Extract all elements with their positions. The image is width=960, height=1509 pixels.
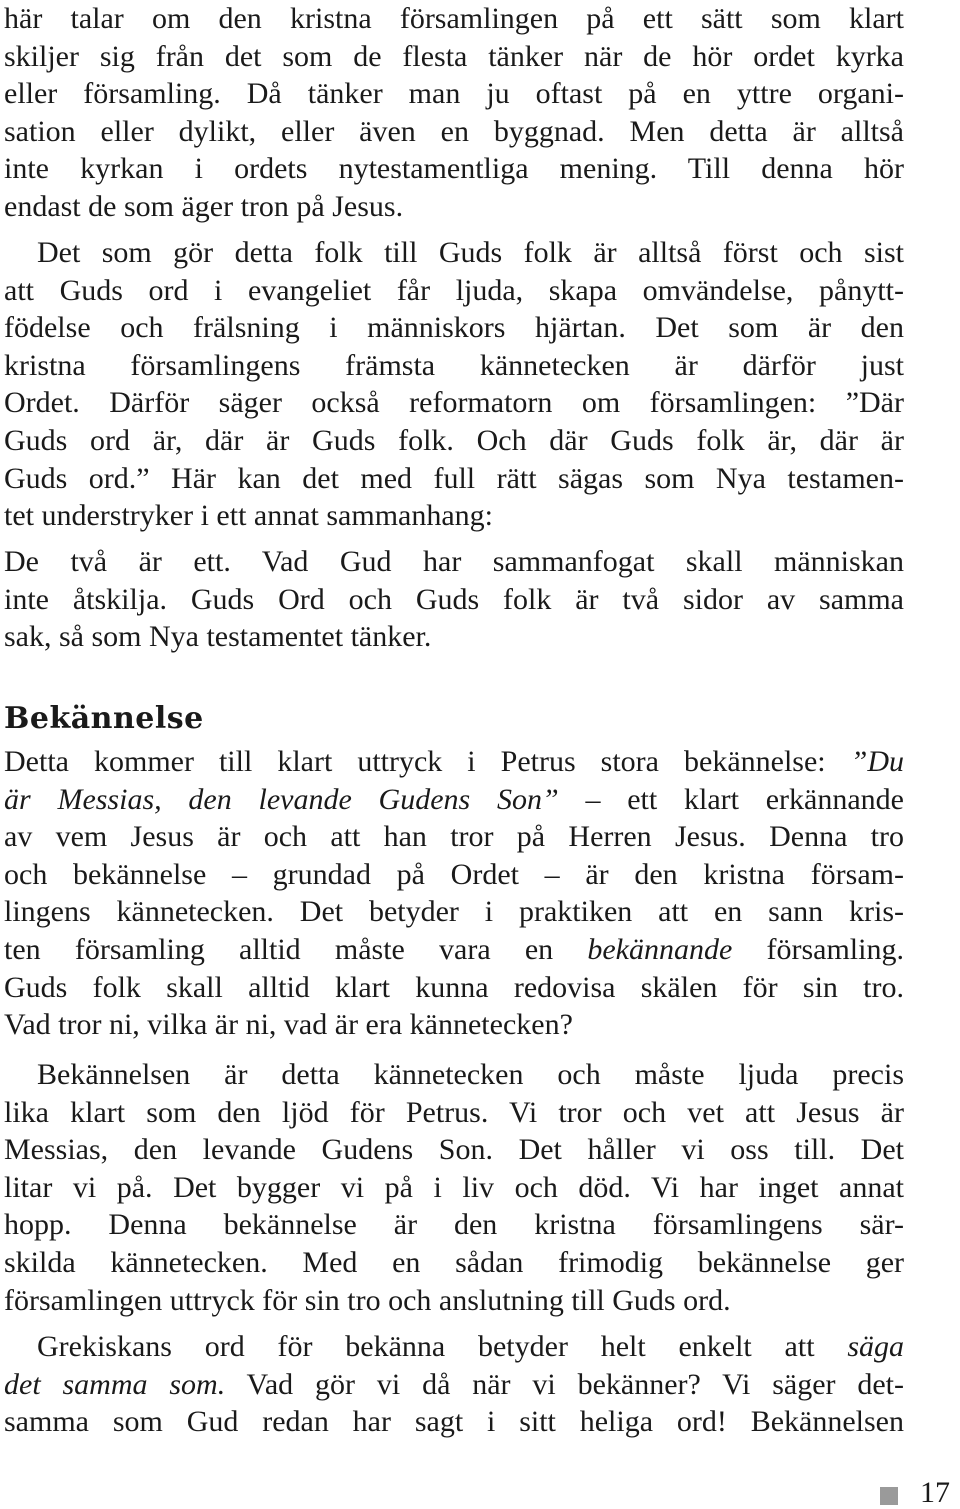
text-line: Bekännelsen är detta kännetecken och måste ljuda precis bbox=[37, 1058, 904, 1091]
page-number: 17 bbox=[920, 1476, 950, 1509]
text-line: eller församling. Då tänker man ju oftast på en yttre organi- bbox=[4, 77, 904, 111]
text-line: och bekännelse – grundad på Ordet – är den kristna försam- bbox=[4, 857, 904, 891]
text-span: församling. bbox=[732, 933, 904, 966]
text-line: Guds ord är, där är Guds folk. Och där Guds folk är, där är bbox=[4, 424, 904, 457]
text-line: inte åtskilja. Guds Ord och Guds folk är två sidor av samma bbox=[4, 582, 904, 616]
text-line: samma som Gud redan har sagt i sitt heliga ord! Bekännelsen bbox=[4, 1405, 904, 1439]
text-line bbox=[4, 743, 904, 781]
text-line: Det som gör detta folk till Guds folk är alltså först och sist bbox=[37, 236, 904, 269]
italic-span: det samma som. bbox=[4, 1367, 226, 1401]
text-span: Vad gör vi då när vi bekänner? Vi säger det- bbox=[225, 1367, 904, 1401]
text-line: tet understryker i ett annat sammanhang: bbox=[4, 499, 494, 533]
italic-span: ”Du bbox=[850, 745, 904, 778]
text-line: lika klart som den ljöd för Petrus. Vi tror och vet att Jesus är bbox=[4, 1095, 904, 1129]
text-line: endast de som äger tron på Jesus. bbox=[4, 190, 404, 223]
text-line: skiljer sig från det som de flesta tänker när de hör ordet kyrka bbox=[4, 39, 904, 73]
text-line: lingens kännetecken. Det betyder i praktiken att en sann kris- bbox=[4, 895, 904, 929]
text-line: hopp. Denna bekännelse är den kristna församlingens sär- bbox=[4, 1208, 904, 1242]
text-line bbox=[4, 781, 904, 819]
text-line: Guds folk skall alltid klart kunna redovisa skälen för sin tro. bbox=[4, 970, 904, 1004]
text-line bbox=[4, 1366, 904, 1404]
text-line: Messias, den levande Gudens Son. Det håller vi oss till. Det bbox=[4, 1133, 904, 1167]
text-line: Vad tror ni, vilka är ni, vad är era kännetecken? bbox=[4, 1008, 573, 1042]
italic-span: säga bbox=[847, 1330, 904, 1363]
text-line: att Guds ord i evangeliet får ljuda, skapa omvändelse, pånytt- bbox=[4, 273, 904, 307]
text-span: – ett klart erkännande bbox=[558, 782, 904, 816]
text-line: här talar om den kristna församlingen på ett sätt som klart bbox=[4, 2, 904, 35]
text-line: skilda kännetecken. Med en sådan frimodig bekännelse ger bbox=[4, 1246, 904, 1279]
italic-span: är Messias, den levande Gudens Son” bbox=[4, 782, 559, 816]
text-line: Ordet. Därför säger också reformatorn om församlingen: ”Där bbox=[4, 386, 904, 420]
text-span: Detta kommer till klart uttryck i Petrus stora bekännelse: bbox=[4, 745, 851, 778]
section-heading: Bekännelse bbox=[4, 701, 204, 736]
italic-span: bekännande bbox=[587, 933, 733, 966]
text-line: kristna församlingens främsta kännetecken är därför just bbox=[4, 348, 904, 382]
text-line: litar vi på. Det bygger vi på i liv och död. Vi har inget annat bbox=[4, 1170, 904, 1204]
text-line: födelse och frälsning i människors hjärtan. Det som är den bbox=[4, 311, 904, 345]
text-span: ten församling alltid måste vara en bbox=[4, 933, 588, 966]
text-line: sak, så som Nya testamentet tänker. bbox=[4, 620, 432, 654]
text-line: inte kyrkan i ordets nytestamentliga mening. Till denna hör bbox=[4, 152, 904, 186]
text-line: församlingen uttryck för sin tro och anslutning till Guds ord. bbox=[4, 1283, 731, 1317]
text-line: De två är ett. Vad Gud har sammanfogat skall människan bbox=[4, 545, 904, 578]
text-span: Grekiskans ord för bekänna betyder helt enkelt att bbox=[37, 1330, 848, 1363]
footer-square-icon bbox=[880, 1487, 898, 1505]
text-line bbox=[37, 1328, 904, 1366]
text-line: Guds ord.” Här kan det med full rätt sägas som Nya testamen- bbox=[4, 461, 904, 495]
text-line: av vem Jesus är och att han tror på Herren Jesus. Denna tro bbox=[4, 820, 904, 854]
text-line: sation eller dylikt, eller även en byggnad. Men detta är alltså bbox=[4, 114, 904, 148]
text-line bbox=[4, 931, 904, 969]
